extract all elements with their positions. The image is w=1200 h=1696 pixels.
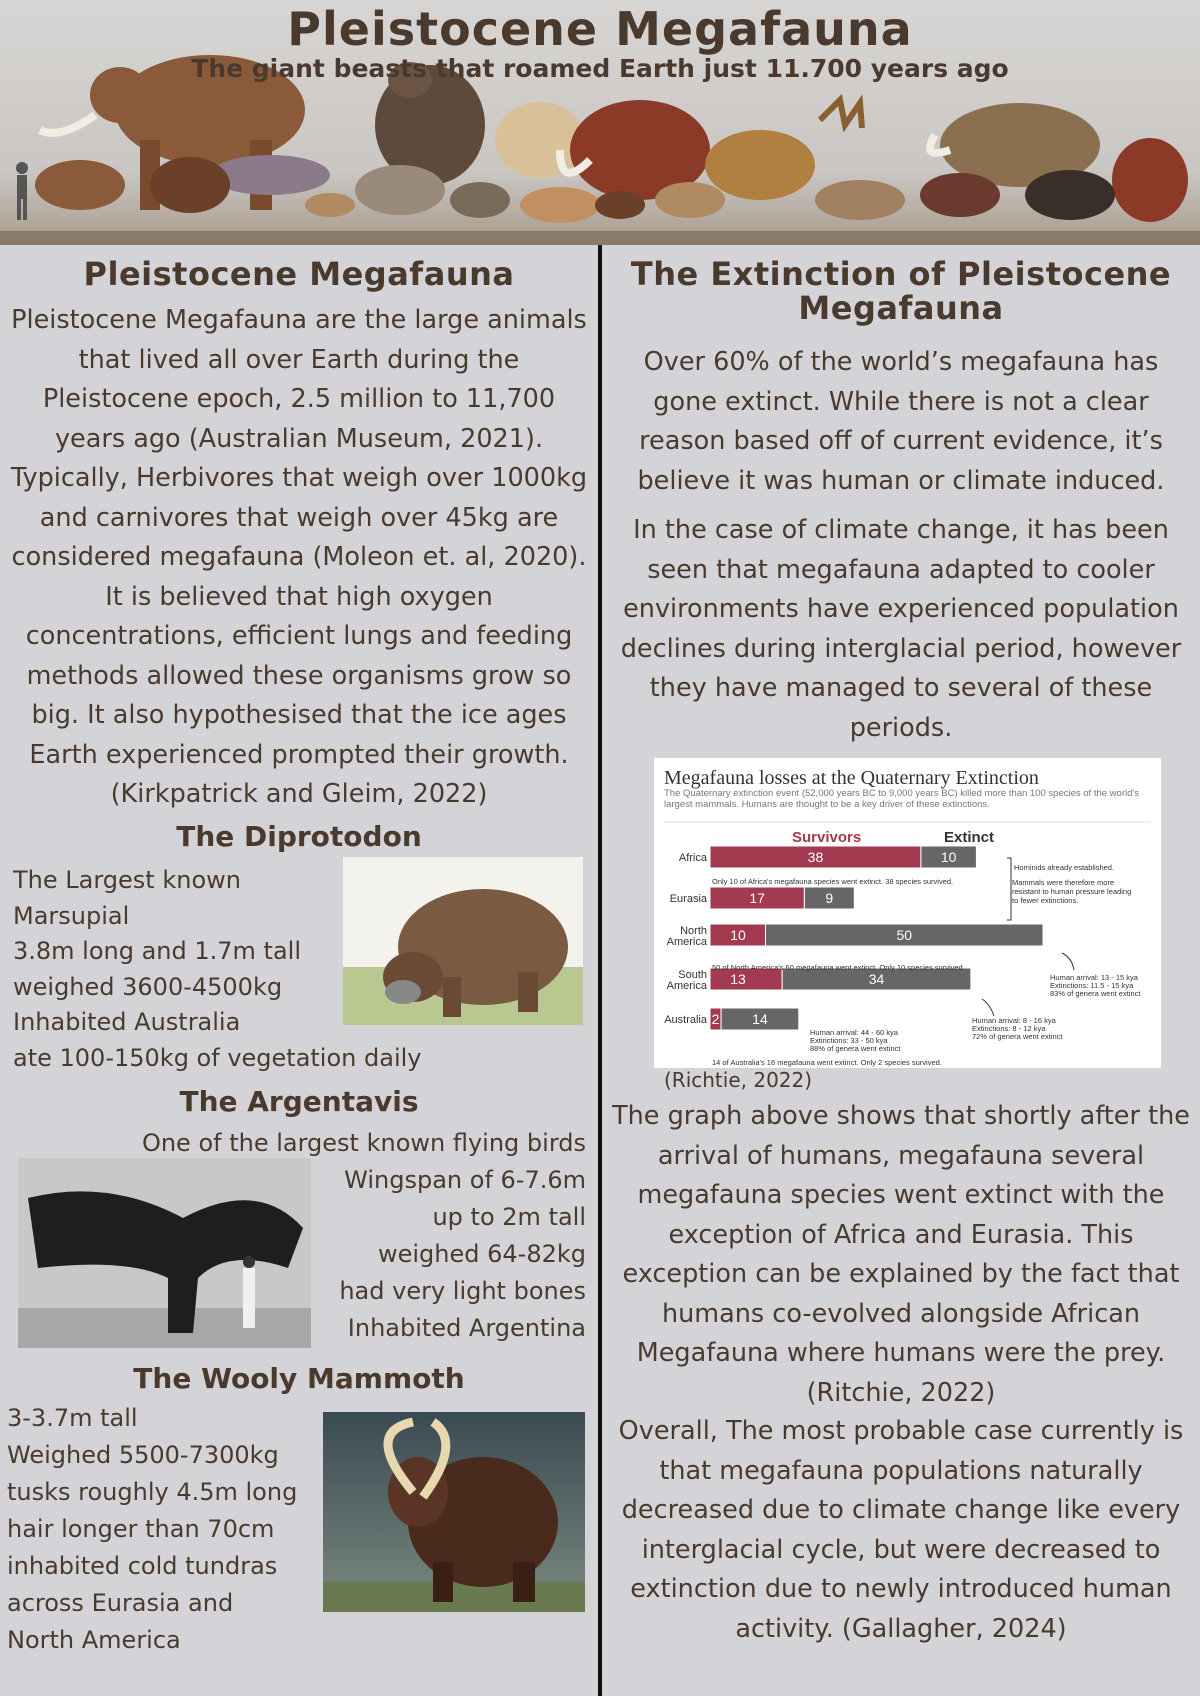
page-subtitle: The giant beasts that roamed Earth just 11.700 years ago [191, 54, 1009, 83]
megafauna-losses-chart [654, 758, 1161, 1068]
category-label: Africa [678, 852, 707, 864]
chart-caption: (Richtie, 2022) [664, 1068, 813, 1092]
fact-line: weighed 64-82kg [377, 1240, 586, 1268]
legend-survivors: Survivors [792, 829, 862, 846]
ground-strip [0, 231, 1200, 245]
note-sa-ext: Extinctions: 8 - 12 kya [972, 1024, 1046, 1033]
extinction-paragraph-1: Over 60% of the world’s megafauna has gone extinct. While there is not a clear reason based off of current evidence, it’s believe it was human or climate induced. [637, 347, 1165, 496]
arrow-na [1062, 953, 1074, 970]
fact-line: Weighed 5500-7300kg [7, 1441, 279, 1469]
fact-line: One of the largest known flying birds [141, 1129, 586, 1157]
note-na-ext: Extinctions: 11.5 - 15 kya [1050, 981, 1134, 990]
note-north-america: 50 of North America's 60 megafauna went extinct. Only 10 species survived. [712, 963, 965, 972]
category-label: Australia [664, 1014, 707, 1026]
note-na-arrival: Human arrival: 13 - 15 kya [1050, 973, 1138, 982]
fact-line: up to 2m tall [432, 1203, 586, 1231]
fact-line: Wingspan of 6-7.6m [344, 1166, 586, 1194]
header-banner [0, 0, 1200, 245]
bar-value-label: 10 [730, 927, 746, 943]
note-resistant: Mammals were therefore more resistant to human pressure leading to fewer extinctions. [1012, 878, 1132, 905]
fact-line: weighed 3600-4500kg [13, 972, 283, 1001]
category-label: Eurasia [669, 893, 707, 905]
mammoth-title: The Wooly Mammoth [133, 1362, 465, 1395]
category-label: North America [666, 925, 707, 948]
diprotodon-title: The Diprotodon [176, 820, 422, 853]
note-australia: 14 of Australia's 16 megafauna went extinct. Only 2 species survived. [712, 1058, 942, 1067]
diprotodon-image [343, 857, 583, 1025]
legend-extinct: Extinct [944, 829, 995, 846]
right-heading: The Extinction of Pleistocene Megafauna [630, 255, 1172, 327]
fact-line: across Eurasia and [7, 1589, 234, 1617]
note-sa-pct: 72% of genera went extinct [972, 1032, 1063, 1041]
mammoth-facts [7, 1400, 307, 1659]
fact-line: Inhabited Argentina [347, 1314, 586, 1342]
argentavis-title: The Argentavis [179, 1085, 419, 1118]
note-na-pct: 83% of genera went extinct [1050, 989, 1141, 998]
note-au-arrival: Human arrival: 44 - 60 kya [810, 1028, 898, 1037]
chart-title: Megafauna losses at the Quaternary Extinction [664, 767, 1039, 789]
chart-svg [654, 758, 1161, 1068]
bar-value-label: 9 [825, 890, 834, 906]
bar-value-label: 38 [807, 849, 824, 865]
note-sa-arrival: Human arrival: 8 - 16 kya [972, 1016, 1056, 1025]
fact-line: had very light bones [339, 1277, 586, 1305]
right-column [602, 245, 1200, 748]
note-au-pct: 88% of genera went extinct [810, 1044, 901, 1053]
fact-line: 3-3.7m tall [7, 1404, 138, 1432]
fact-line: tusks roughly 4.5m long [7, 1478, 298, 1506]
note-africa: Only 10 of Africa's megafauna species went extinct. 38 species survived. [712, 877, 954, 886]
chart-subtitle: The Quaternary extinction event (52,000 years BC to 9,000 years BC) killed more than 100 species of the world's largest mammals. Humans are thought to be a key driver of these extinctions. [664, 788, 1139, 810]
bar-value-label: 14 [752, 1011, 768, 1027]
category-label: South America [666, 969, 707, 992]
fact-line: North America [7, 1626, 181, 1654]
argentavis-image [18, 1158, 311, 1348]
note-hominids: Hominids already established. [1014, 863, 1115, 872]
fact-line: Marsupial [13, 901, 130, 930]
fact-line: inhabited cold tundras [7, 1552, 278, 1580]
arrow-sa [982, 999, 994, 1016]
page-title: Pleistocene Megafauna [287, 2, 913, 56]
fact-line: ate 100-150kg of vegetation daily [13, 1043, 422, 1072]
bar-value-label: 17 [749, 890, 765, 906]
bar-value-label: 50 [896, 927, 913, 943]
mammoth-image [323, 1412, 585, 1612]
bar-value-label: 10 [940, 849, 957, 865]
bar-value-label: 2 [711, 1011, 720, 1027]
extinction-paragraph-2: In the case of climate change, it has been seen that megafauna adapted to cooler environments have experienced population declines during interglacial period, however they have managed to several of these periods. [620, 515, 1182, 743]
bar-value-label: 13 [730, 971, 746, 987]
left-heading: Pleistocene Megafauna [83, 255, 515, 293]
fact-line: hair longer than 70cm [7, 1515, 275, 1543]
fact-line: 3.8m long and 1.7m tall [13, 937, 302, 965]
note-au-ext: Extinctions: 33 - 50 kya [810, 1036, 888, 1045]
bar-value-label: 34 [868, 971, 885, 987]
extinction-paragraph-4: Overall, The most probable case currently is that megafauna populations naturally decreased due to climate change like every interglacial cycle, but were decreased to extinction due to newly introduced human activity. (Gallagher, 2024) [618, 1416, 1184, 1644]
left-column [0, 245, 598, 1654]
fact-line: Inhabited Australia [13, 1008, 241, 1036]
extinction-paragraph-3: The graph above shows that shortly after the arrival of humans, megafauna several megafauna species went extinct with the exception of Africa and Eurasia. This exception can be explained by the fact that humans co-evolved alongside African Megafauna where humans were the prey. (Ritchie, 2022) [612, 1101, 1190, 1408]
intro-paragraph: Pleistocene Megafauna are the large animals that lived all over Earth during the Pleistocene epoch, 2.5 million to 11,700 years ago (Australian Museum, 2021). Typically, Herbivores that weigh over 1000kg and carnivores that weigh over 45kg are considered megafauna (Moleon et. al, 2020). It is believed that high oxygen concentrations, efficient lungs and feeding methods allowed these organisms grow so big. It also hypothesised that the ice ages Earth experienced prompted their growth. (Kirkpatrick and Gleim, 2022) [10, 305, 588, 809]
bracket [1007, 858, 1011, 920]
fact-line: The Largest known [13, 866, 241, 894]
